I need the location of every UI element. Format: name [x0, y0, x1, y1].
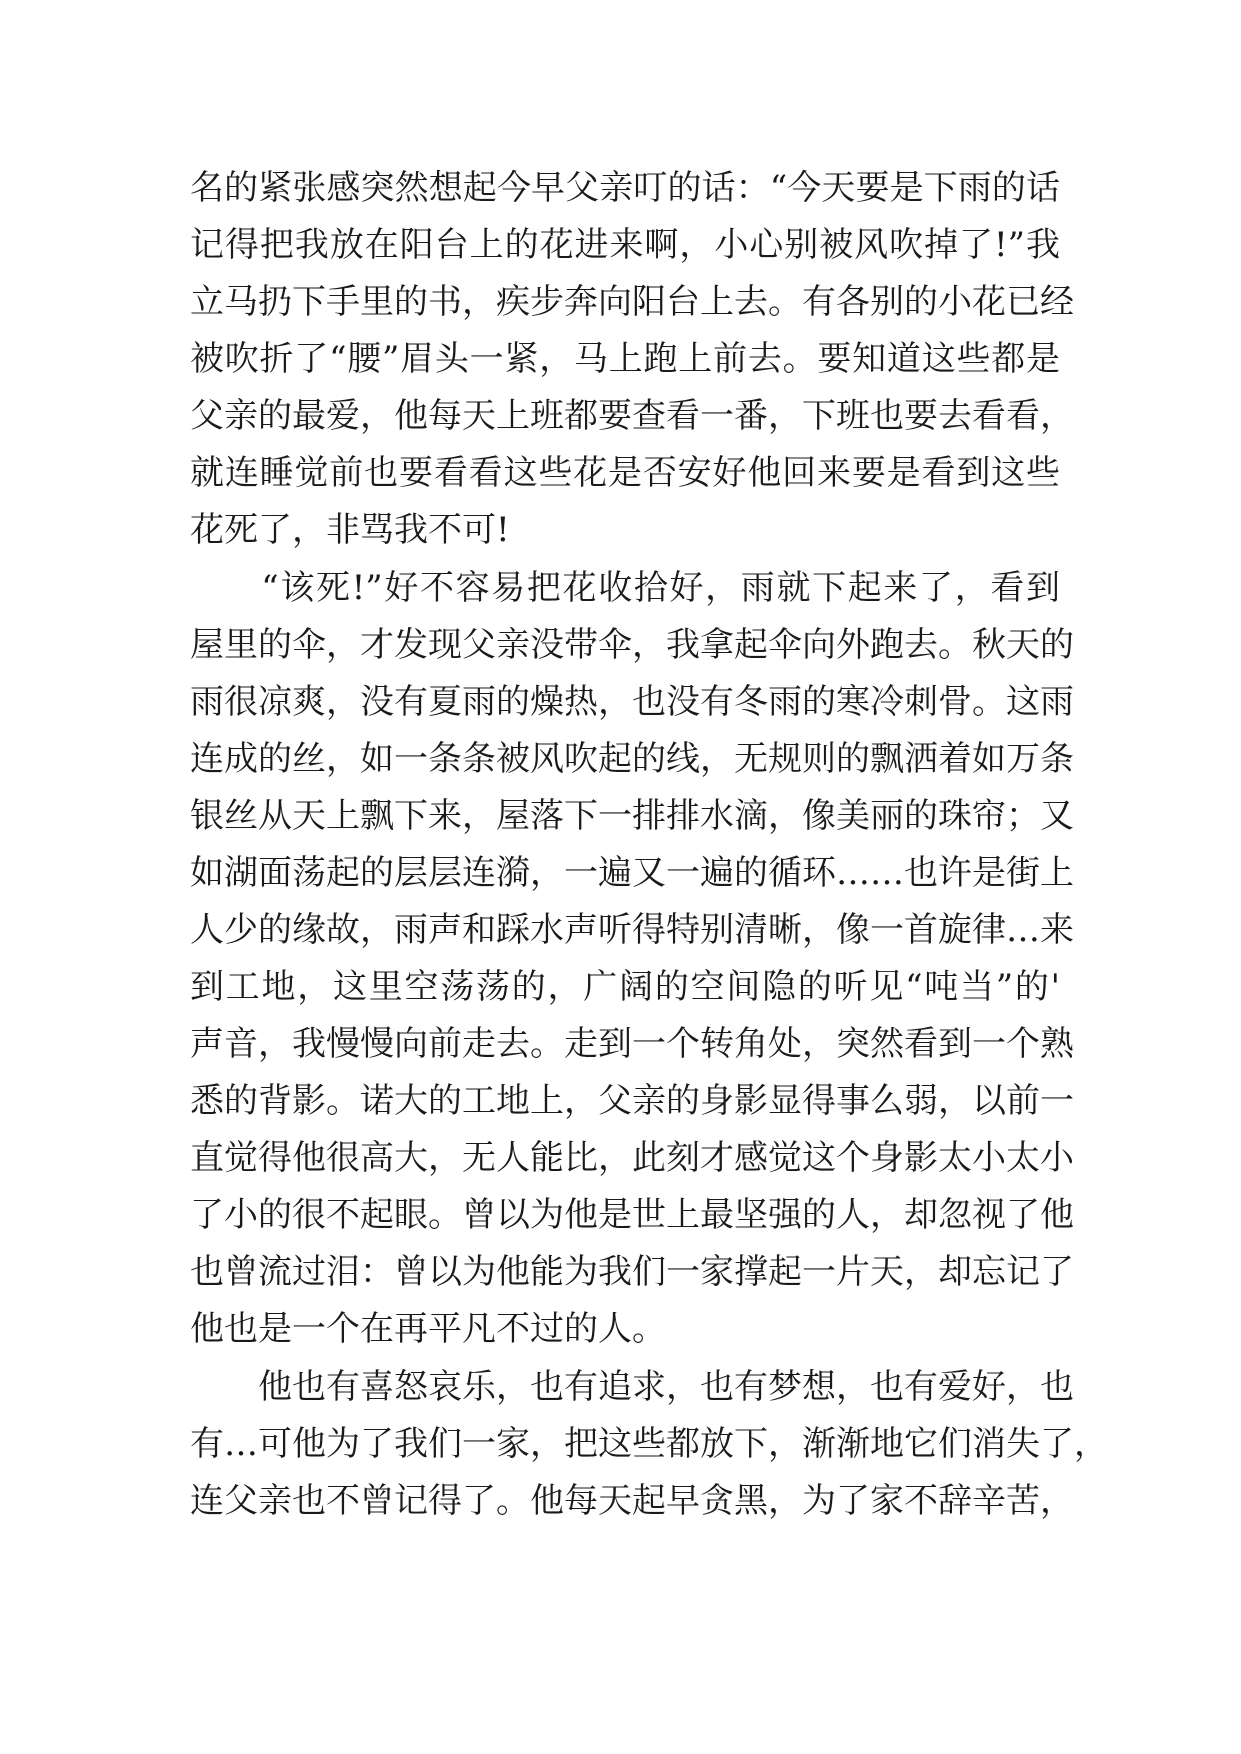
- text-line: 直觉得他很高大，无人能比，此刻才感觉这个身影太小太小: [190, 1138, 1074, 1178]
- text-line: 名的紧张感突然想起今早父亲叮的话：“今天要是下雨的话: [190, 168, 1060, 208]
- text-line: 记得把我放在阳台上的花进来啊，小心别被风吹掉了!”我: [190, 225, 1060, 265]
- text-line: 有…可他为了我们一家，把这些都放下，渐渐地它们消失了，: [190, 1424, 1108, 1464]
- text-line: 如湖面荡起的层层连漪，一遍又一遍的循环……也许是街上: [190, 853, 1074, 893]
- text-line: 人少的缘故，雨声和踩水声听得特别清晰，像一首旋律…来: [190, 910, 1074, 950]
- text-line: 了小的很不起眼。曾以为他是世上最坚强的人，却忽视了他: [190, 1195, 1074, 1235]
- text-line: 立马扔下手里的书，疾步奔向阳台上去。有各别的小花已经: [190, 282, 1074, 322]
- body-text: [190, 160, 1108, 1530]
- paragraph-1: [190, 160, 1074, 559]
- text-line: 也曾流过泪：曾以为他能为我们一家撑起一片天，却忘记了: [190, 1252, 1074, 1292]
- text-line: 连成的丝，如一条条被风吹起的线，无规则的飘洒着如万条: [190, 739, 1074, 779]
- text-line: 屋里的伞，才发现父亲没带伞，我拿起伞向外跑去。秋天的: [190, 625, 1074, 665]
- text-line: 他也有喜怒哀乐，也有追求，也有梦想，也有爱好，也: [190, 1367, 1074, 1407]
- text-line: 父亲的最爱，他每天上班都要查看一番，下班也要去看看，: [190, 396, 1074, 436]
- text-line: 花死了，非骂我不可!: [190, 510, 510, 550]
- text-line: 连父亲也不曾记得了。他每天起早贪黑，为了家不辞辛苦，: [190, 1481, 1074, 1521]
- text-line: 就连睡觉前也要看看这些花是否安好他回来要是看到这些: [190, 453, 1060, 493]
- text-line: 银丝从天上飘下来，屋落下一排排水滴，像美丽的珠帘；又: [190, 796, 1074, 836]
- text-line: 雨很凉爽，没有夏雨的燥热，也没有冬雨的寒冷刺骨。这雨: [190, 682, 1074, 722]
- text-line: 悉的背影。诺大的工地上，父亲的身影显得事么弱，以前一: [190, 1081, 1074, 1121]
- text-line: 被吹折了“腰”眉头一紧，马上跑上前去。要知道这些都是: [190, 339, 1060, 379]
- text-line: 到工地，这里空荡荡的，广阔的空间隐的听见“吨当”的': [190, 967, 1060, 1007]
- paragraph-2: [190, 560, 1074, 1358]
- text-line: “该死!”好不容易把花收拾好，雨就下起来了，看到: [190, 568, 1060, 608]
- text-line: 他也是一个在再平凡不过的人。: [190, 1309, 666, 1349]
- text-line: 声音，我慢慢向前走去。走到一个转角处，突然看到一个熟: [190, 1024, 1074, 1064]
- paragraph-3: [190, 1359, 1108, 1530]
